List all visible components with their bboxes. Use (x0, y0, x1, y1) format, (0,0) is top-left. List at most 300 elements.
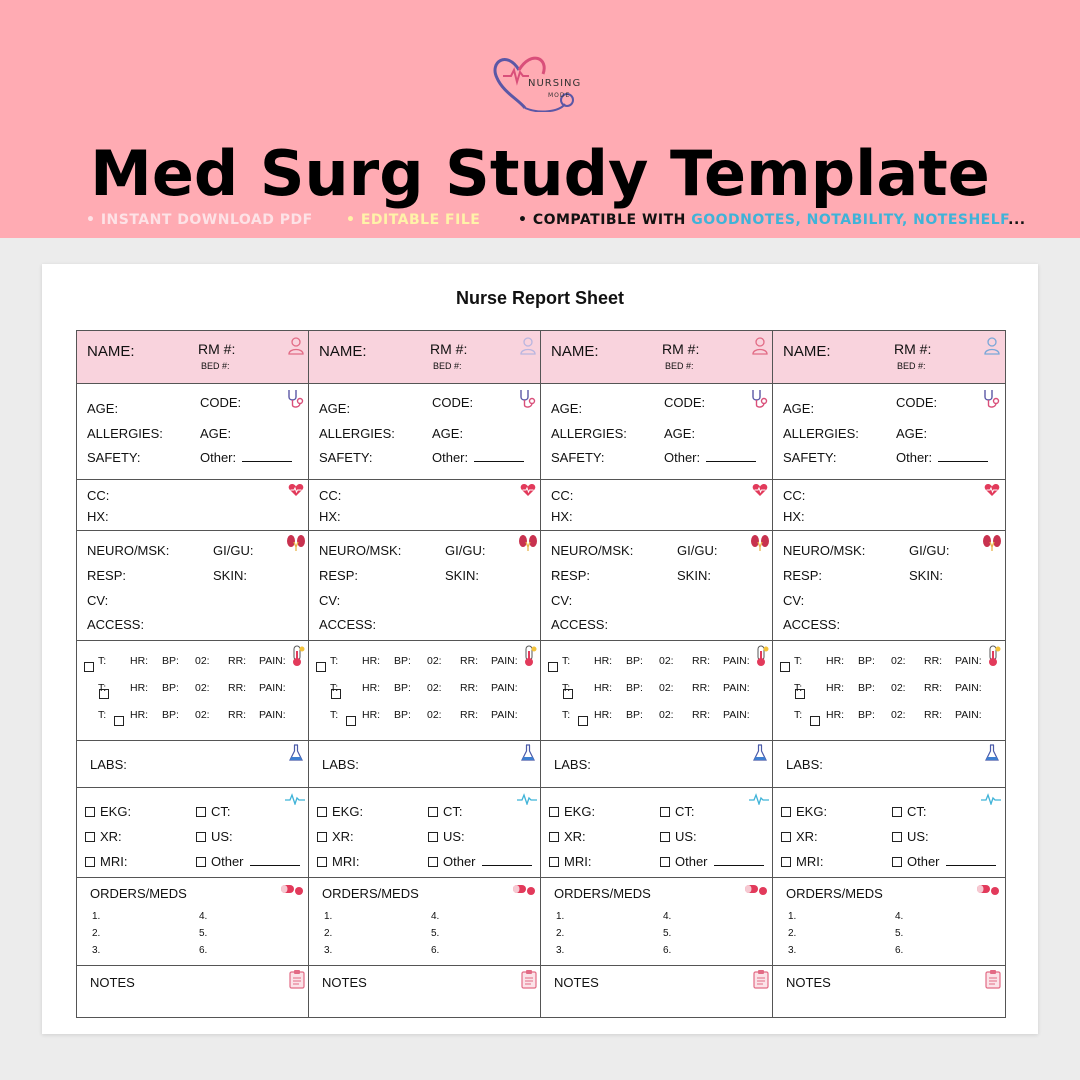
other-option[interactable] (428, 854, 532, 869)
vital-label: RR: (228, 709, 247, 721)
vital-label: BP: (394, 709, 411, 721)
order-6: 6. (431, 945, 440, 956)
pulse-icon (981, 793, 1001, 805)
vital-label: T: (794, 655, 803, 667)
bed-label: BED #: (433, 361, 462, 371)
systems-section (309, 531, 540, 641)
us-checkbox[interactable] (428, 832, 438, 842)
vital-label: T: (330, 709, 339, 721)
bed-label: BED #: (665, 361, 694, 371)
vital-label: PAIN: (955, 709, 982, 721)
demographics-section (541, 384, 772, 480)
vital-label: BP: (162, 682, 179, 694)
order-5: 5. (199, 928, 208, 939)
vital-label: 02: (891, 709, 906, 721)
order-6: 6. (663, 945, 672, 956)
vital-label: T: (330, 682, 339, 694)
thermometer-icon (753, 645, 769, 667)
order-3: 3. (92, 945, 101, 956)
notes-section (77, 966, 308, 1019)
allergies-label: ALLERGIES: (87, 426, 163, 441)
vital-label: PAIN: (491, 709, 518, 721)
other-option-label: Other (211, 854, 244, 869)
feature-compatible-prefix: • COMPATIBLE WITH (518, 212, 692, 228)
xr-option[interactable] (549, 829, 586, 844)
notes-label: NOTES (786, 975, 831, 990)
other-field[interactable] (432, 450, 524, 465)
other-option-label: Other (907, 854, 940, 869)
nursing-mode-logo (489, 42, 589, 112)
vital-label: 02: (891, 682, 906, 694)
ct-option[interactable] (428, 804, 463, 819)
mri-checkbox[interactable] (549, 857, 559, 867)
other-option[interactable] (196, 854, 300, 869)
cc-label: CC: (551, 488, 574, 503)
kidney-icon (286, 534, 306, 552)
mri-option[interactable] (317, 854, 359, 869)
ekg-checkbox[interactable] (317, 807, 327, 817)
vital-label: RR: (228, 682, 247, 694)
demographics-section (773, 384, 1005, 480)
orders-label: ORDERS/MEDS (554, 886, 651, 901)
labs-section (773, 741, 1005, 788)
ekg-option[interactable] (85, 804, 131, 819)
vital-label: BP: (858, 655, 875, 667)
age-label: AGE: (551, 401, 583, 416)
notes-label: NOTES (554, 975, 599, 990)
order-3: 3. (556, 945, 565, 956)
heart-icon (520, 483, 536, 497)
stethoscope-icon (285, 388, 305, 410)
person-icon (519, 336, 537, 356)
xr-option[interactable] (781, 829, 818, 844)
ct-checkbox[interactable] (428, 807, 438, 817)
age-label: AGE: (87, 401, 119, 416)
vitals-section (541, 641, 772, 741)
diagnostics-section (541, 788, 772, 878)
vital-label: T: (794, 709, 803, 721)
vital-label: RR: (228, 655, 247, 667)
resp-label: RESP: (783, 568, 823, 583)
vital-label: HR: (826, 655, 845, 667)
ekg-label: EKG: (564, 804, 596, 819)
flask-icon (985, 744, 999, 762)
order-5: 5. (895, 928, 904, 939)
us-option[interactable] (660, 829, 697, 844)
ekg-label: EKG: (100, 804, 132, 819)
vital-label: PAIN: (259, 682, 286, 694)
feature-suffix: ... (1008, 212, 1026, 228)
age-label-2: AGE: (664, 426, 696, 441)
pulse-icon (749, 793, 769, 805)
vital-label: BP: (626, 655, 643, 667)
gigu-label: GI/GU: (909, 543, 950, 558)
name-section (773, 331, 1005, 384)
kidney-icon (518, 534, 538, 552)
clipboard-icon (289, 969, 305, 989)
name-label: NAME: (87, 343, 135, 360)
other-checkbox[interactable] (196, 857, 206, 867)
vital-label: T: (98, 682, 107, 694)
us-option[interactable] (196, 829, 233, 844)
labs-label: LABS: (554, 757, 591, 772)
orders-section (309, 878, 540, 966)
orders-label: ORDERS/MEDS (322, 886, 419, 901)
other-option[interactable] (660, 854, 764, 869)
thermometer-icon (521, 645, 537, 667)
us-checkbox[interactable] (660, 832, 670, 842)
clipboard-icon (521, 969, 537, 989)
page-title: Med Surg Study Template (90, 137, 990, 210)
blank-line (250, 855, 300, 866)
vital-label: T: (98, 709, 107, 721)
ct-label: CT: (675, 804, 695, 819)
history-section (77, 480, 308, 531)
xr-checkbox[interactable] (317, 832, 327, 842)
diagnostics-section (773, 788, 1005, 878)
code-label: CODE: (664, 395, 706, 410)
skin-label: SKIN: (445, 568, 479, 583)
pill-icon (512, 882, 536, 896)
brand-sub: MODE (548, 92, 571, 99)
ekg-option[interactable] (549, 804, 595, 819)
mri-label: MRI: (332, 854, 360, 869)
clipboard-icon (985, 969, 1001, 989)
vital-label: T: (794, 682, 803, 694)
order-2: 2. (92, 928, 101, 939)
ekg-option[interactable] (317, 804, 363, 819)
labs-label: LABS: (322, 757, 359, 772)
stethoscope-icon (517, 388, 537, 410)
systems-section (773, 531, 1005, 641)
ct-label: CT: (907, 804, 927, 819)
vital-label: BP: (394, 682, 411, 694)
vital-label: RR: (924, 655, 943, 667)
xr-option[interactable] (85, 829, 122, 844)
cv-label: CV: (319, 593, 341, 608)
us-checkbox[interactable] (196, 832, 206, 842)
labs-label: LABS: (90, 757, 127, 772)
allergies-label: ALLERGIES: (783, 426, 859, 441)
feature-editable: • EDITABLE FILE (346, 212, 481, 228)
us-label: US: (443, 829, 465, 844)
other-label: Other: (664, 450, 701, 465)
vital-label: HR: (362, 709, 381, 721)
hx-label: HX: (551, 509, 573, 524)
us-checkbox[interactable] (892, 832, 902, 842)
blank-line (938, 451, 988, 462)
vitals-checkbox[interactable] (114, 716, 124, 726)
feature-list (0, 212, 1080, 232)
notes-label: NOTES (90, 975, 135, 990)
other-field[interactable] (896, 450, 988, 465)
blank-line (482, 855, 532, 866)
vital-label: HR: (362, 682, 381, 694)
header-banner (0, 0, 1080, 238)
vital-label: BP: (162, 709, 179, 721)
thermometer-icon (985, 645, 1001, 667)
order-4: 4. (663, 911, 672, 922)
pill-icon (976, 882, 1000, 896)
vitals-section (773, 641, 1005, 741)
demographics-section (77, 384, 308, 480)
room-label: RM #: (662, 341, 700, 357)
blank-line (242, 451, 292, 462)
gigu-label: GI/GU: (445, 543, 486, 558)
blank-line (946, 855, 996, 866)
xr-label: XR: (100, 829, 122, 844)
cc-label: CC: (87, 488, 110, 503)
vitals-checkbox[interactable] (780, 662, 790, 672)
other-checkbox[interactable] (892, 857, 902, 867)
name-section (309, 331, 540, 384)
ct-label: CT: (211, 804, 231, 819)
vital-label: PAIN: (955, 655, 982, 667)
ct-option[interactable] (892, 804, 927, 819)
vital-label: 02: (427, 655, 442, 667)
ct-checkbox[interactable] (660, 807, 670, 817)
us-option[interactable] (892, 829, 929, 844)
resp-label: RESP: (319, 568, 359, 583)
orders-section (77, 878, 308, 966)
access-label: ACCESS: (319, 617, 377, 632)
xr-label: XR: (796, 829, 818, 844)
vitals-checkbox[interactable] (346, 716, 356, 726)
other-option[interactable] (892, 854, 996, 869)
other-field[interactable] (200, 450, 292, 465)
ekg-checkbox[interactable] (85, 807, 95, 817)
diagnostics-section (309, 788, 540, 878)
vitals-checkbox[interactable] (84, 662, 94, 672)
vital-label: RR: (692, 655, 711, 667)
vital-label: 02: (659, 682, 674, 694)
vital-label: 02: (195, 682, 210, 694)
vital-label: BP: (858, 682, 875, 694)
vital-label: HR: (594, 709, 613, 721)
feature-apps: GOODNOTES, NOTABILITY, NOTESHELF (691, 212, 1009, 228)
cc-label: CC: (783, 488, 806, 503)
vitals-checkbox[interactable] (578, 716, 588, 726)
age-label-2: AGE: (896, 426, 928, 441)
room-label: RM #: (894, 341, 932, 357)
ct-option[interactable] (196, 804, 231, 819)
vital-label: T: (330, 655, 339, 667)
mri-checkbox[interactable] (85, 857, 95, 867)
vital-label: PAIN: (955, 682, 982, 694)
xr-checkbox[interactable] (549, 832, 559, 842)
code-label: CODE: (200, 395, 242, 410)
labs-section (541, 741, 772, 788)
other-label: Other: (200, 450, 237, 465)
person-icon (287, 336, 305, 356)
vital-label: PAIN: (723, 709, 750, 721)
mri-label: MRI: (564, 854, 592, 869)
xr-option[interactable] (317, 829, 354, 844)
flask-icon (521, 744, 535, 762)
vitals-checkbox[interactable] (548, 662, 558, 672)
xr-label: XR: (332, 829, 354, 844)
cc-label: CC: (319, 488, 342, 503)
blank-line (474, 451, 524, 462)
mri-option[interactable] (549, 854, 591, 869)
vital-label: BP: (858, 709, 875, 721)
code-label: CODE: (896, 395, 938, 410)
access-label: ACCESS: (783, 617, 841, 632)
flask-icon (753, 744, 767, 762)
diagnostics-section (77, 788, 308, 878)
report-sheet (42, 264, 1038, 1034)
other-checkbox[interactable] (660, 857, 670, 867)
notes-section (309, 966, 540, 1019)
ct-option[interactable] (660, 804, 695, 819)
ekg-label: EKG: (796, 804, 828, 819)
mri-label: MRI: (100, 854, 128, 869)
clipboard-icon (753, 969, 769, 989)
vital-label: RR: (692, 709, 711, 721)
pill-icon (744, 882, 768, 896)
vitals-section (309, 641, 540, 741)
notes-section (541, 966, 772, 1019)
mri-checkbox[interactable] (317, 857, 327, 867)
order-5: 5. (431, 928, 440, 939)
name-section (541, 331, 772, 384)
gigu-label: GI/GU: (677, 543, 718, 558)
vital-label: BP: (162, 655, 179, 667)
neuro-label: NEURO/MSK: (87, 543, 170, 558)
vital-label: PAIN: (723, 682, 750, 694)
patient-card (773, 331, 1005, 1017)
vital-label: BP: (394, 655, 411, 667)
pill-icon (280, 882, 304, 896)
vital-label: RR: (924, 682, 943, 694)
vital-label: RR: (460, 709, 479, 721)
allergies-label: ALLERGIES: (319, 426, 395, 441)
age-label-2: AGE: (432, 426, 464, 441)
flask-icon (289, 744, 303, 762)
ct-label: CT: (443, 804, 463, 819)
mri-checkbox[interactable] (781, 857, 791, 867)
thermometer-icon (289, 645, 305, 667)
feature-download: • INSTANT DOWNLOAD PDF (86, 212, 313, 228)
pulse-icon (285, 793, 305, 805)
ct-checkbox[interactable] (196, 807, 206, 817)
order-4: 4. (895, 911, 904, 922)
ekg-option[interactable] (781, 804, 827, 819)
ekg-checkbox[interactable] (781, 807, 791, 817)
vitals-checkbox[interactable] (316, 662, 326, 672)
order-5: 5. (663, 928, 672, 939)
notes-label: NOTES (322, 975, 367, 990)
mri-label: MRI: (796, 854, 824, 869)
vital-label: PAIN: (259, 709, 286, 721)
vital-label: BP: (626, 709, 643, 721)
order-3: 3. (788, 945, 797, 956)
name-section (77, 331, 308, 384)
vital-label: BP: (626, 682, 643, 694)
order-4: 4. (199, 911, 208, 922)
xr-checkbox[interactable] (85, 832, 95, 842)
age-label: AGE: (783, 401, 815, 416)
neuro-label: NEURO/MSK: (319, 543, 402, 558)
order-2: 2. (556, 928, 565, 939)
room-label: RM #: (198, 341, 236, 357)
allergies-label: ALLERGIES: (551, 426, 627, 441)
kidney-icon (750, 534, 770, 552)
vital-label: HR: (826, 709, 845, 721)
vital-label: RR: (924, 709, 943, 721)
resp-label: RESP: (87, 568, 127, 583)
vital-label: 02: (891, 655, 906, 667)
bed-label: BED #: (201, 361, 230, 371)
us-option[interactable] (428, 829, 465, 844)
vital-label: HR: (594, 682, 613, 694)
demographics-section (309, 384, 540, 480)
patient-card (309, 331, 541, 1017)
vital-label: RR: (460, 682, 479, 694)
vital-label: 02: (427, 682, 442, 694)
vital-label: 02: (195, 709, 210, 721)
vital-label: 02: (659, 655, 674, 667)
xr-checkbox[interactable] (781, 832, 791, 842)
ekg-checkbox[interactable] (549, 807, 559, 817)
ct-checkbox[interactable] (892, 807, 902, 817)
age-label: AGE: (319, 401, 351, 416)
neuro-label: NEURO/MSK: (783, 543, 866, 558)
systems-section (77, 531, 308, 641)
cv-label: CV: (783, 593, 805, 608)
stethoscope-icon (981, 388, 1001, 410)
order-2: 2. (324, 928, 333, 939)
vital-label: 02: (195, 655, 210, 667)
other-field[interactable] (664, 450, 756, 465)
vital-label: T: (98, 655, 107, 667)
orders-label: ORDERS/MEDS (90, 886, 187, 901)
labs-label: LABS: (786, 757, 823, 772)
us-label: US: (907, 829, 929, 844)
other-label: Other: (432, 450, 469, 465)
order-3: 3. (324, 945, 333, 956)
skin-label: SKIN: (677, 568, 711, 583)
sheet-title: Nurse Report Sheet (455, 288, 625, 308)
code-label: CODE: (432, 395, 474, 410)
vital-label: T: (562, 709, 571, 721)
vitals-checkbox[interactable] (810, 716, 820, 726)
safety-label: SAFETY: (551, 450, 605, 465)
order-2: 2. (788, 928, 797, 939)
safety-label: SAFETY: (319, 450, 373, 465)
resp-label: RESP: (551, 568, 591, 583)
vital-label: RR: (692, 682, 711, 694)
name-label: NAME: (783, 343, 831, 360)
kidney-icon (982, 534, 1002, 552)
order-4: 4. (431, 911, 440, 922)
mri-option[interactable] (781, 854, 823, 869)
labs-section (309, 741, 540, 788)
vital-label: 02: (659, 709, 674, 721)
vital-label: HR: (130, 709, 149, 721)
mri-option[interactable] (85, 854, 127, 869)
heart-icon (288, 483, 304, 497)
blank-line (714, 855, 764, 866)
other-checkbox[interactable] (428, 857, 438, 867)
cv-label: CV: (87, 593, 109, 608)
gigu-label: GI/GU: (213, 543, 254, 558)
patient-card (77, 331, 309, 1017)
vital-label: PAIN: (723, 655, 750, 667)
order-1: 1. (92, 911, 101, 922)
feature-compatible (518, 212, 1026, 228)
safety-label: SAFETY: (783, 450, 837, 465)
